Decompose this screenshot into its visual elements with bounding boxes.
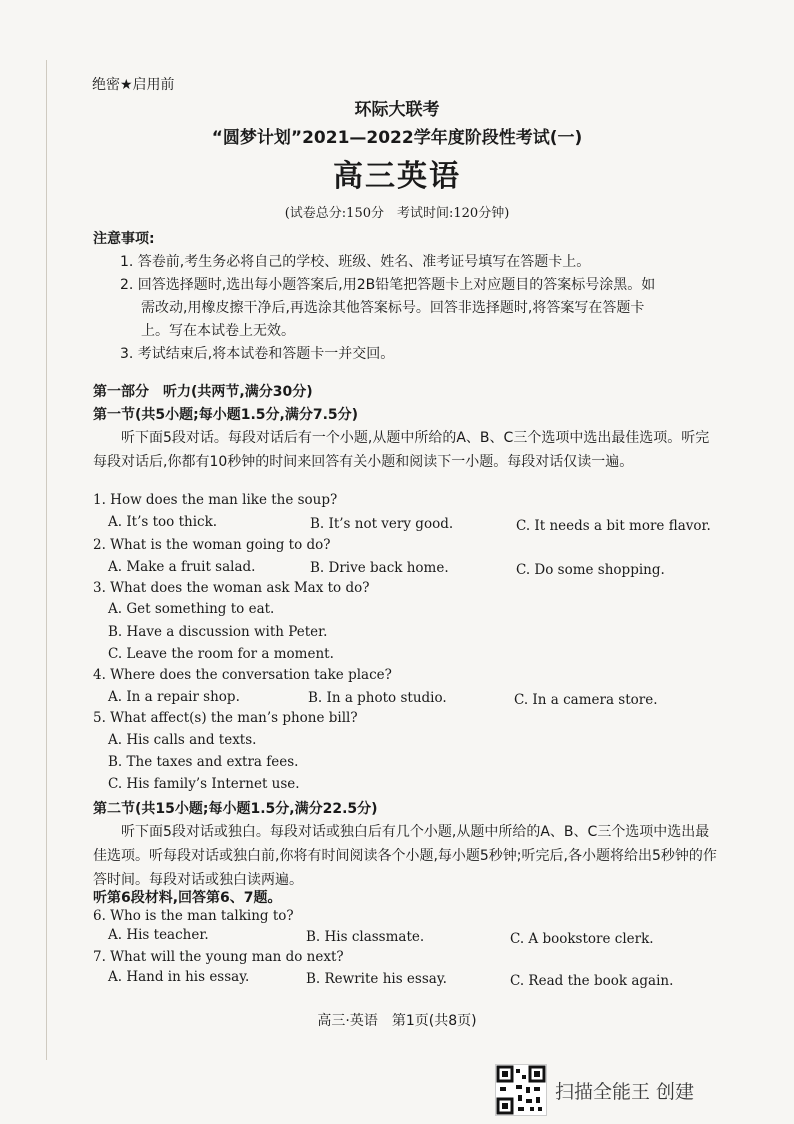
option-c: C. His family’s Internet use. <box>108 776 300 792</box>
section2-title: 第二节(共15小题;每小题1.5分,满分22.5分) <box>93 801 378 817</box>
option-c: C. A bookstore clerk. <box>510 931 654 947</box>
section1-instructions: 听下面5段对话。每段对话后有一个小题,从题中所给的A、B、C三个选项中选出最佳选项。听完每段对话后,你都有10秒钟的时间来回答有关小题和阅读下一小题。每段对话仅读一遍。 <box>93 430 710 470</box>
option-a: A. In a repair shop. <box>108 689 240 705</box>
confidential-mark: 绝密★启用前 <box>92 77 175 93</box>
question-stem: 3. What does the woman ask Max to do? <box>93 580 370 596</box>
question-stem: 1. How does the man like the soup? <box>93 492 338 508</box>
part1-title: 第一部分 听力(共两节,满分30分) <box>93 384 313 400</box>
option-a: A. Get something to eat. <box>108 601 275 617</box>
notice-title: 注意事项: <box>93 231 155 247</box>
option-b: B. It’s not very good. <box>310 516 454 532</box>
option-c: C. Leave the room for a moment. <box>108 646 334 662</box>
question-stem: 4. Where does the conversation take place? <box>93 667 392 683</box>
option-a: A. It’s too thick. <box>108 514 218 530</box>
scanner-watermark: 扫描全能王 创建 <box>555 1081 695 1103</box>
qr-code-icon <box>495 1064 547 1116</box>
option-b: B. Rewrite his essay. <box>306 971 447 987</box>
exam-title: “圆梦计划”2021—2022学年度阶段性考试(一) <box>211 128 583 148</box>
notice-item: 需改动,用橡皮擦干净后,再选涂其他答案标号。回答非选择题时,将答案写在答题卡 <box>141 300 645 316</box>
exam-info: (试卷总分:150分 考试时间:120分钟) <box>284 206 510 221</box>
option-b: B. His classmate. <box>306 929 425 945</box>
option-a: A. Hand in his essay. <box>108 969 250 985</box>
option-b: B. Have a discussion with Peter. <box>108 624 328 640</box>
option-a: A. His calls and texts. <box>108 732 257 748</box>
notice-item: 1. 答卷前,考生务必将自己的学校、班级、姓名、准考证号填写在答题卡上。 <box>120 254 591 270</box>
page-footer: 高三·英语 第1页(共8页) <box>317 1013 477 1029</box>
notice-item: 3. 考试结束后,将本试卷和答题卡一并交回。 <box>120 346 395 362</box>
union-title: 环际大联考 <box>354 100 440 120</box>
question-stem: 2. What is the woman going to do? <box>93 537 331 553</box>
option-c: C. Do some shopping. <box>516 562 665 578</box>
option-a: A. His teacher. <box>108 927 209 943</box>
material-6-label: 听第6段材料,回答第6、7题。 <box>93 890 282 906</box>
question-stem: 7. What will the young man do next? <box>93 949 344 965</box>
notice-item: 上。写在本试卷上无效。 <box>141 323 295 339</box>
option-c: C. In a camera store. <box>514 692 658 708</box>
section1-title: 第一节(共5小题;每小题1.5分,满分7.5分) <box>93 407 359 423</box>
notice-item: 2. 回答选择题时,选出每小题答案后,用2B铅笔把答题卡上对应题目的答案标号涂黑。如 <box>120 277 656 293</box>
question-stem: 6. Who is the man talking to? <box>93 908 294 924</box>
option-b: B. In a photo studio. <box>308 690 447 706</box>
option-b: B. Drive back home. <box>310 560 449 576</box>
option-c: C. Read the book again. <box>510 973 674 989</box>
option-b: B. The taxes and extra fees. <box>108 754 299 770</box>
subject-title: 高三英语 <box>333 159 461 194</box>
option-a: A. Make a fruit salad. <box>108 559 256 575</box>
section2-instructions: 听下面5段对话或独白。每段对话或独白后有几个小题,从题中所给的A、B、C三个选项中选出最佳选项。听每段对话或独白前,你将有时间阅读各个小题,每小题5秒钟;听完后,各小题将给出5秒钟的作答时间。每段对话或独白读两遍。 <box>93 824 717 888</box>
question-stem: 5. What affect(s) the man’s phone bill? <box>93 710 358 726</box>
option-c: C. It needs a bit more flavor. <box>516 518 711 534</box>
